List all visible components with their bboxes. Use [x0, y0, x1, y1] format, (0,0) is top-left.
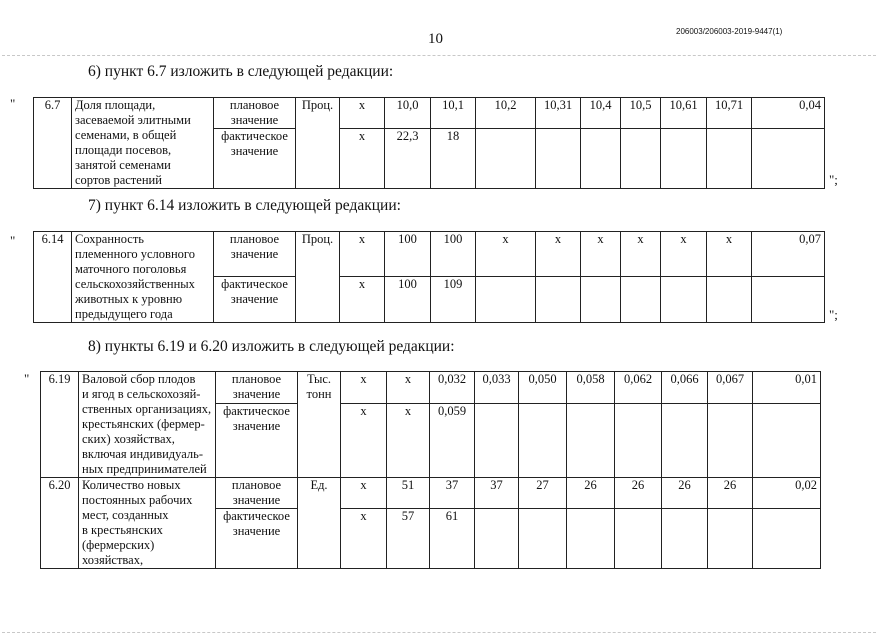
plan-value-cell: 10,1: [431, 98, 476, 129]
plan-value-cell: 26: [662, 478, 708, 509]
table-row: [34, 98, 825, 129]
indicator-table-6-7: [33, 97, 825, 189]
fact-label: [214, 276, 296, 322]
indicator-name-line: Сохранность: [75, 232, 144, 246]
page-number: 10: [428, 31, 443, 47]
close-quote: ";: [829, 307, 838, 322]
fact-value-cell: [519, 509, 567, 569]
indicator-name-line: хозяйствах,: [82, 553, 144, 567]
section-heading-6: 6) пункт 6.7 изложить в следующей редакции:: [88, 63, 394, 80]
plan-label: [214, 98, 296, 129]
plan-value-cell: 0,032: [430, 372, 475, 404]
unit-line: Ед.: [310, 478, 328, 492]
fact-label: [216, 509, 298, 569]
plan-value-cell: х: [536, 232, 581, 277]
indicator-name-line: маточного поголовья: [75, 262, 187, 276]
fact-value-cell: х: [340, 129, 385, 189]
fact-value-cell: [753, 403, 821, 477]
fact-value-cell: [621, 276, 661, 322]
plan-value-cell: 10,71: [707, 98, 752, 129]
open-quote: ": [10, 233, 16, 248]
indicator-name-line: мест, созданных: [82, 508, 169, 522]
fact-value-cell: [662, 509, 708, 569]
fact-value-cell: [567, 509, 615, 569]
plan-value-cell: 0,067: [708, 372, 753, 404]
fact-value-cell: 109: [431, 276, 476, 322]
plan-label-line: плановое: [231, 478, 282, 492]
fact-label-line: значение: [232, 418, 281, 433]
indicator-number: 6.14: [34, 232, 72, 323]
indicator-number: 6.20: [41, 478, 79, 569]
fact-value-cell: 0,059: [430, 403, 475, 477]
indicator-name: [79, 478, 216, 569]
plan-value-cell: 0,033: [475, 372, 519, 404]
plan-label-line: плановое: [229, 232, 280, 246]
fact-value-cell: [475, 509, 519, 569]
indicator-name-line: включая индивидуаль-: [82, 447, 204, 461]
indicator-name-line: семенами, в общей: [75, 128, 177, 142]
plan-value-cell: 10,61: [661, 98, 707, 129]
indicator-name-line: сельскохозяйственных: [75, 277, 195, 291]
plan-value-cell: 10,2: [476, 98, 536, 129]
indicator-name-line: занятой семенами: [75, 158, 171, 172]
indicator-number: 6.7: [34, 98, 72, 189]
indicator-name-line: ственных организациях,: [82, 402, 212, 416]
plan-value-cell: 0,02: [753, 478, 821, 509]
table-row: [41, 372, 821, 404]
fact-value-cell: 100: [385, 276, 431, 322]
fact-value-cell: [661, 276, 707, 322]
plan-label-line: плановое: [229, 98, 280, 112]
indicator-name: [72, 232, 214, 323]
plan-value-cell: х: [581, 232, 621, 277]
fact-value-cell: [708, 403, 753, 477]
fact-value-cell: [661, 129, 707, 189]
indicator-number: 6.19: [41, 372, 79, 478]
fact-value-cell: [708, 509, 753, 569]
unit-cell: [298, 372, 341, 478]
plan-label: [214, 232, 296, 277]
fact-value-cell: [581, 129, 621, 189]
fact-label-line: значение: [230, 291, 279, 306]
fact-value-cell: [752, 276, 825, 322]
unit-cell: [296, 98, 340, 189]
indicator-name-line: площади посевов,: [75, 143, 172, 157]
fact-value-cell: 57: [387, 509, 430, 569]
indicator-table-6-19-6-20: [40, 371, 821, 569]
indicator-name-line: Количество новых: [82, 478, 181, 492]
fact-label: [216, 403, 298, 477]
plan-value-cell: 100: [431, 232, 476, 277]
indicator-name-line: предыдущего года: [75, 307, 173, 321]
fact-value-cell: [475, 403, 519, 477]
fact-value-cell: [536, 276, 581, 322]
fact-label-line: фактическое: [221, 129, 288, 143]
plan-value-cell: х: [707, 232, 752, 277]
plan-label: [216, 372, 298, 404]
unit-line: тонн: [306, 387, 332, 401]
section-heading-7: 7) пункт 6.14 изложить в следующей редакции:: [88, 197, 401, 214]
indicator-name-line: засеваемой элитными: [75, 113, 191, 127]
plan-value-cell: 0,050: [519, 372, 567, 404]
open-quote: ": [10, 96, 16, 111]
plan-value-cell: 26: [708, 478, 753, 509]
plan-value-cell: 100: [385, 232, 431, 277]
plan-value-cell: 0,062: [615, 372, 662, 404]
plan-value-cell: 26: [567, 478, 615, 509]
unit-cell: [296, 232, 340, 323]
indicator-name: [79, 372, 216, 478]
plan-value-cell: 0,066: [662, 372, 708, 404]
plan-value-cell: 0,01: [753, 372, 821, 404]
fact-label: [214, 129, 296, 189]
plan-label-line: значение: [232, 387, 281, 401]
plan-value-cell: 10,5: [621, 98, 661, 129]
plan-value-cell: х: [340, 232, 385, 277]
open-quote: ": [24, 371, 30, 386]
fact-value-cell: [752, 129, 825, 189]
fact-label-line: значение: [230, 144, 279, 158]
indicator-name-line: в крестьянских: [82, 523, 163, 537]
fact-value-cell: [707, 129, 752, 189]
unit-line: Проц.: [301, 98, 334, 112]
plan-value-cell: х: [340, 98, 385, 129]
plan-value-cell: х: [387, 372, 430, 404]
fact-label-line: значение: [232, 524, 281, 538]
plan-label-line: плановое: [231, 372, 282, 386]
unit-cell: [298, 478, 341, 569]
plan-label-line: значение: [230, 113, 279, 127]
indicator-name-line: (фермерских): [82, 538, 155, 552]
fact-value-cell: [662, 403, 708, 477]
indicator-name-line: крестьянских (фермер-: [82, 417, 205, 431]
indicator-name-line: ских) хозяйствах,: [82, 432, 175, 446]
table-row: [41, 478, 821, 509]
plan-value-cell: х: [341, 478, 387, 509]
indicator-name: [72, 98, 214, 189]
fact-value-cell: х: [341, 403, 387, 477]
plan-value-cell: х: [661, 232, 707, 277]
plan-value-cell: 51: [387, 478, 430, 509]
plan-value-cell: 10,0: [385, 98, 431, 129]
plan-value-cell: х: [341, 372, 387, 404]
plan-value-cell: 37: [430, 478, 475, 509]
unit-line: Тыс.: [306, 372, 332, 386]
fact-value-cell: [615, 509, 662, 569]
fact-value-cell: [536, 129, 581, 189]
indicator-name-line: постоянных рабочих: [82, 493, 193, 507]
document-id: 206003/206003-2019-9447(1): [676, 27, 783, 36]
plan-label-line: значение: [230, 247, 279, 261]
fact-value-cell: [581, 276, 621, 322]
unit-line: Проц.: [301, 232, 334, 246]
indicator-name-line: Валовой сбор плодов: [82, 372, 196, 386]
fact-value-cell: [476, 129, 536, 189]
fact-value-cell: х: [341, 509, 387, 569]
plan-label-line: значение: [232, 493, 281, 507]
plan-value-cell: 26: [615, 478, 662, 509]
fact-value-cell: [707, 276, 752, 322]
plan-value-cell: 10,4: [581, 98, 621, 129]
fact-value-cell: [753, 509, 821, 569]
close-quote: ";: [829, 172, 838, 187]
plan-value-cell: 27: [519, 478, 567, 509]
fact-label-line: фактическое: [223, 403, 290, 418]
plan-label: [216, 478, 298, 509]
fact-value-cell: [621, 129, 661, 189]
indicator-name-line: сортов растений: [75, 173, 162, 187]
table-row: [34, 232, 825, 277]
fact-value-cell: 22,3: [385, 129, 431, 189]
fact-value-cell: [476, 276, 536, 322]
indicator-name-line: Доля площади,: [75, 98, 156, 112]
section-heading-8: 8) пункты 6.19 и 6.20 изложить в следующей редакции:: [88, 338, 455, 355]
plan-value-cell: 0,04: [752, 98, 825, 129]
indicator-name-line: животных к уровню: [75, 292, 183, 306]
plan-value-cell: 37: [475, 478, 519, 509]
fact-value-cell: [519, 403, 567, 477]
plan-value-cell: х: [621, 232, 661, 277]
plan-value-cell: 0,07: [752, 232, 825, 277]
scan-divider: [2, 632, 876, 633]
indicator-name-line: и ягод в сельскохозяй-: [82, 387, 201, 401]
fact-value-cell: х: [340, 276, 385, 322]
scan-divider: [2, 55, 876, 56]
fact-value-cell: х: [387, 403, 430, 477]
fact-value-cell: 61: [430, 509, 475, 569]
fact-value-cell: [567, 403, 615, 477]
fact-label-line: фактическое: [223, 509, 290, 523]
fact-value-cell: 18: [431, 129, 476, 189]
plan-value-cell: 10,31: [536, 98, 581, 129]
fact-label-line: фактическое: [221, 276, 288, 291]
indicator-name-line: племенного условного: [75, 247, 195, 261]
fact-value-cell: [615, 403, 662, 477]
indicator-name-line: ных предпринимателей: [82, 462, 207, 476]
plan-value-cell: 0,058: [567, 372, 615, 404]
plan-value-cell: х: [476, 232, 536, 277]
indicator-table-6-14: [33, 231, 825, 323]
